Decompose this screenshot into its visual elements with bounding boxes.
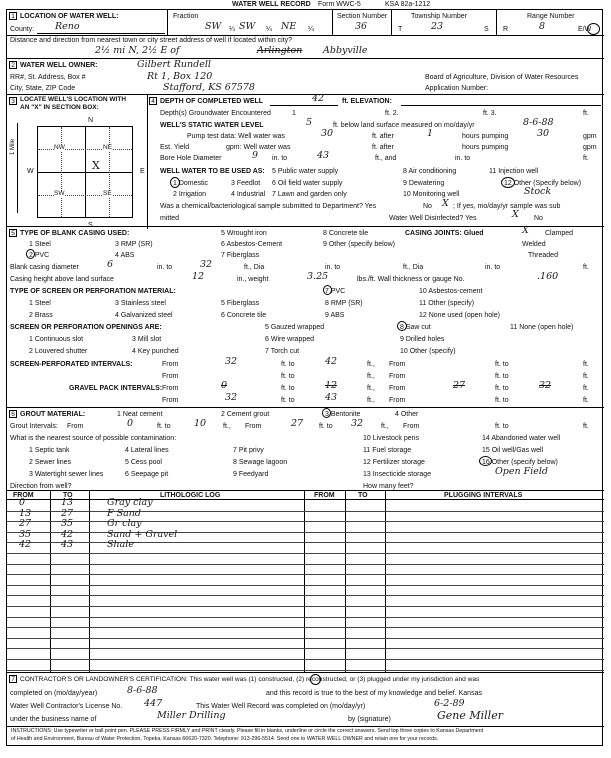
distance-value[interactable]: 2½ mi N, 2½ E of [95,45,180,56]
gw-ft-2: ft. 3. [483,110,497,117]
contam-16-circle [479,456,492,466]
license-value[interactable]: 447 [144,698,163,709]
township-prefix: T [398,26,403,33]
log-rule-line [7,574,604,575]
chem-no: No [423,203,432,210]
screen-9[interactable]: 9 ABS [325,312,345,319]
section-6-number: 6 [9,410,17,418]
log-to-header-2: TO [358,492,368,499]
plugging-header: PLUGGING INTERVALS [444,492,523,499]
section-1-number: 1 [9,12,17,20]
diameter-label: Blank casing diameter [10,264,79,271]
est-hours: hours pumping [462,144,509,151]
perf-from-label-3: From [162,373,179,380]
contam-6[interactable]: 6 Seepage pit [125,471,169,478]
distance-value-2[interactable]: Abbyville [323,45,368,56]
gw-ft-3: ft. [583,110,589,117]
gravel-to-label-3: ft. to [281,397,295,404]
form-title: WATER WELL RECORD [232,1,311,8]
owner-value[interactable]: Gilbert Rundell [137,59,211,70]
direction-label: Direction from well? [10,483,72,490]
contam-8[interactable]: 8 Sewage lagoon [233,459,288,466]
log-row-to[interactable]: 27 [61,507,74,519]
diameter-in: in. to [157,264,173,271]
weight-unit: lbs./ft. Wall thickness or gauge No. [357,276,465,283]
screen-4[interactable]: 4 Galvanized steel [115,312,173,319]
screen-7[interactable]: 7 PVC [325,288,346,295]
city-label: City, State, ZIP Code [10,85,76,92]
license-rest: This Water Well Record was completed on (mo/day/yr) [196,703,366,710]
pump-gpm-unit: gpm [583,133,597,140]
casing-2[interactable]: 2 PVC [29,252,50,259]
height-label: Casing height above land surface [10,276,114,283]
opening-9[interactable]: 9 Drilled holes [400,336,445,343]
contam-13[interactable]: 13 Insecticide storage [363,471,432,478]
log-rule-line [7,564,604,565]
opening-8[interactable]: 8 Saw cut [400,324,431,331]
section-2-number: 2 [9,61,17,69]
opening-5[interactable]: 5 Gauzed wrapped [265,324,325,331]
bore-in-2: in. to [455,155,471,162]
screen-1[interactable]: 1 Steel [29,300,51,307]
use-6[interactable]: 6 Oil field water supply [272,180,343,187]
grout-from-2[interactable]: 27 [291,418,304,429]
north-label: N [88,117,94,124]
welded-label: Welded [522,241,546,248]
casing-7[interactable]: 7 Fiberglass [221,252,260,259]
use-10[interactable]: 10 Monitoring well [403,191,460,198]
casing-9[interactable]: 9 Other (specify below) [323,241,395,248]
use-5[interactable]: 5 Public water supply [272,168,339,175]
opening-7[interactable]: 7 Torch cut [265,348,300,355]
business-value[interactable]: Miller Drilling [157,710,226,721]
perf-ft-label-3: ft., [367,373,375,380]
contam-10[interactable]: 10 Livestock pens [363,435,420,442]
contam-14[interactable]: 14 Abandoned water well [482,435,561,442]
casing-4[interactable]: 4 ABS [115,252,135,259]
log-row-description[interactable]: Sand + Gravel [107,528,178,540]
ksa-reference: KSA 82a-1212 [385,1,431,8]
screen-7-circle [323,285,332,295]
openings-label: SCREEN OR PERFORATION OPENINGS ARE: [10,324,162,331]
joints-label: CASING JOINTS: Glued [405,230,484,237]
mile-label: 1 Mile [10,138,16,155]
grout-from-label-2: From [245,423,262,430]
east-circle [587,23,600,35]
grout-4[interactable]: 4 Other [395,411,419,418]
lith-header: LITHOLOGIC LOG [160,492,221,499]
chem-question: Was a chemical/bacteriological sample submitted to Department? Yes [160,203,377,210]
grout-ft-label-2: ft., [381,423,389,430]
diameter-ft-3: ft. [583,264,589,271]
location-label: LOCATION OF WATER WELL: [20,13,119,20]
disinfected-question: Water Well Disinfected? Yes [389,215,477,222]
section-7-number: 7 [9,675,17,683]
grout-to-label-3: ft. to [495,423,509,430]
perf-to-label-4: ft. to [495,373,509,380]
opening-2[interactable]: 2 Louvered shutter [29,348,88,355]
perf-ft-end: ft. [583,361,589,368]
gravel-from-1b[interactable]: 27 [453,380,466,391]
gravel-ft-label-3: ft., [367,397,375,404]
completed-value[interactable]: 8-6-88 [127,685,158,696]
use-1[interactable]: 1 Domestic [173,180,209,187]
log-row-to[interactable]: 13 [61,497,74,508]
log-row-description[interactable]: Gray clay [107,497,153,508]
log-rule-line [7,553,604,554]
se-label: SE [103,190,112,197]
weight-value[interactable]: 3.25 [307,271,329,282]
log-rule-line [7,532,604,533]
log-row-to[interactable]: 35 [61,518,74,530]
gravel-ft-label: ft., [367,385,375,392]
owner-label: WATER WELL OWNER: [20,62,98,69]
casing-8[interactable]: 8 Concrete tile [323,230,369,237]
grout-to-label: ft. to [157,423,171,430]
fraction-label: Fraction [173,13,199,20]
quarter-sep-1: ¼ [229,26,235,33]
height-value[interactable]: 12 [192,271,205,282]
quarter-1-value[interactable]: SW [205,21,222,32]
gravel-to-label-4: ft. to [495,397,509,404]
screen-8[interactable]: 8 RMP (SR) [325,300,363,307]
screen-3[interactable]: 3 Stainless steel [115,300,166,307]
joints-x[interactable]: X [522,225,529,236]
grout-label: GROUT MATERIAL: [20,411,86,418]
log-rule-line [7,617,604,618]
log-rule-line [7,511,604,512]
use-2[interactable]: 2 Irrigation [173,191,207,198]
log-rule-line [7,542,604,543]
section-box[interactable] [37,126,133,218]
completed-label: completed on (mo/day/year) [10,690,98,697]
log-rule-line [7,595,604,596]
range-label: Range Number [527,13,575,20]
grout-ft-label: ft., [223,423,231,430]
use-other-value[interactable]: Stock [524,186,552,197]
grout-from-1[interactable]: 0 [127,418,134,429]
log-rule-line [7,648,604,649]
county-label: County: [10,26,35,33]
casing-1[interactable]: 1 Steel [29,241,51,248]
diameter-ft-2: ft., Dia [403,264,424,271]
casing-type-label: TYPE OF BLANK CASING USED: [20,230,130,237]
log-rule-line [7,585,604,586]
opening-3[interactable]: 3 Mill slot [132,336,162,343]
gravel-to-label-2: ft. to [495,385,509,392]
use-3[interactable]: 3 Feedlot [231,180,261,187]
static-text: ft. below land surface measured on mo/day/yr [333,122,475,129]
log-row-from[interactable]: 35 [19,528,32,540]
grout-from-label-3: From [403,423,420,430]
static-value[interactable]: 5 [306,117,313,128]
perf-from-label-2: From [389,361,406,368]
gravel-from-1[interactable]: 0 [221,380,228,391]
constructed-circle [310,674,321,685]
gravel-from-label-2: From [389,385,406,392]
perf-to-label-3: ft. to [281,373,295,380]
pump-gpm[interactable]: 30 [537,128,550,139]
log-row-from[interactable]: 42 [19,539,32,551]
opening-10[interactable]: 10 Other (specify) [400,348,456,355]
contam-3[interactable]: 3 Watertight sewer lines [29,471,104,478]
diameter-in-3: in. to [485,264,501,271]
township-value[interactable]: 23 [431,21,444,32]
log-rule-line [7,659,604,660]
contam-15[interactable]: 15 Oil well/Gas well [482,447,544,454]
depth-value[interactable]: 42 [312,93,325,104]
est-after: ft. after [372,144,394,151]
log-row-from[interactable]: 13 [19,507,32,519]
pump-label: Pump test data: Well water was [187,133,285,140]
use-7[interactable]: 7 Lawn and garden only [272,191,347,198]
sw-label: SW [54,190,65,197]
casing-2-circle [26,249,35,259]
signature-value[interactable]: Gene Miller [437,709,503,722]
log-rule-line [7,627,604,628]
contam-12[interactable]: 12 Fertilizer storage [363,459,425,466]
county-value[interactable]: Reno [55,21,80,32]
grout-intervals-label: Grout Intervals: [10,423,58,430]
instructions-line-1: INSTRUCTIONS: Use typewriter or ball point pen. PLEASE PRESS FIRMLY and PRINT clearly. Please fill in blanks, underline or circle the correct answers. Send top three copies to Kansas Department [11,728,484,734]
log-from-header: FROM [13,492,34,499]
range-suffix: E/W [578,26,592,33]
est-yield-label: Est. Yield [160,144,190,151]
quarter-sep-2: ¼ [266,26,272,33]
bore-label: Bore Hole Diameter [160,155,222,162]
water-well-record-form [6,9,603,746]
perf-from-value[interactable]: 32 [225,356,238,367]
distance-struck: Arlington [257,45,303,56]
perf-from-label-4: From [389,373,406,380]
log-rule-line [7,606,604,607]
location-x-mark: X [92,159,100,172]
perf-ft-end-4: ft. [583,373,589,380]
gw-label: Depth(s) Groundwater Encountered [160,110,271,117]
certification-line: CONTRACTOR'S OR LANDOWNER'S CERTIFICATION: This water well was (1) constructed, (2) reconstructed, or (3) plugged under my jurisdiction and was [20,676,480,683]
gravel-to-1[interactable]: 12 [325,380,338,391]
contam-16[interactable]: 16 Other (specify below) [482,459,558,466]
disinfected-x[interactable]: X [512,209,519,220]
height-in: in., weight [237,276,269,283]
contam-7[interactable]: 7 Pit privy [233,447,264,454]
depth-label: DEPTH OF COMPLETED WELL [160,98,264,105]
screen-10[interactable]: 10 Asbestos-cement [419,288,483,295]
contam-9[interactable]: 9 Feedyard [233,471,269,478]
how-many-feet-label: How many feet? [363,483,414,490]
grout-to-label-2: ft. to [319,423,333,430]
use-12[interactable]: 12 Other (Specify below) [504,180,582,187]
gravel-from-label: From [162,385,179,392]
section-3-number: 3 [9,97,17,105]
static-date[interactable]: 8-6-88 [523,117,554,128]
log-row-from[interactable]: 0 [19,497,26,508]
use-1-circle [170,177,180,188]
record-date[interactable]: 6-2-89 [434,698,465,709]
grout-2[interactable]: 2 Cement grout [221,411,270,418]
city-value[interactable]: Stafford, KS 67578 [163,82,255,93]
screen-2[interactable]: 2 Brass [29,312,53,319]
ne-label: NE [103,144,113,151]
screen-12[interactable]: 12 None used (open hole) [419,312,500,319]
contam-5[interactable]: 5 Cess pool [125,459,162,466]
township-suffix: S [484,26,489,33]
grout-to-1[interactable]: 10 [194,418,207,429]
log-row-to[interactable]: 43 [61,539,74,551]
perf-from-label: From [162,361,179,368]
chem-x[interactable]: X [442,198,449,209]
completed-rest: and this record is true to the best of my knowledge and belief. Kansas [266,690,482,697]
grout-to-2[interactable]: 32 [351,418,364,429]
instructions-line-2: of Health and Environment, Bureau of Water Protection, Topeka, Kansas 66620-7320. Telephone: 913-296-5514. Send one to WATER WELL OWNER and retain one for your records. [11,736,439,742]
log-row-description[interactable]: Gr clay [107,518,142,530]
grout-ft-end: ft. [583,423,589,430]
use-4[interactable]: 4 Industrial [231,191,266,198]
board-label: Board of Agriculture, Division of Water Resources [425,74,579,81]
chem-if: ; If yes, mo/day/yr sample was sub [453,203,561,210]
pump-after: ft. after [372,133,394,140]
gravel-to-label: ft. to [281,385,295,392]
form-number: Form WWC-5 [318,1,361,8]
bore-to[interactable]: 43 [317,150,330,161]
gravel-from-label-3: From [162,397,179,404]
gravel-ft-end-4: ft. [583,397,589,404]
distance-label: Distance and direction from nearest town or city street address of well if located within city? [10,37,293,44]
contamination-label: What is the nearest source of possible contamination: [10,435,177,442]
opening-8-circle [397,321,407,331]
pump-hours-label: hours pumping [462,133,509,140]
log-row-to[interactable]: 42 [61,528,74,540]
section-number-value[interactable]: 36 [355,21,368,32]
perf-to-value[interactable]: 42 [325,356,338,367]
log-rule-line [7,638,604,639]
section-5-number: 5 [9,229,17,237]
opening-11[interactable]: 11 None (open hole) [510,324,574,331]
gravel-ft-end: ft. [583,385,589,392]
gravel-to-2[interactable]: 43 [325,392,338,403]
gauge-value[interactable]: .160 [537,271,559,282]
log-to-header: TO [63,492,73,499]
gravel-to-1b[interactable]: 32 [539,380,552,391]
west-label: W [27,168,34,175]
rr-value[interactable]: Rt 1, Box 120 [147,71,213,82]
grout-from-label: From [67,423,84,430]
bore-in: in. to [272,155,288,162]
screen-material-label: TYPE OF SCREEN OR PERFORATION MATERIAL: [10,288,176,295]
opening-4[interactable]: 4 Key punched [132,348,179,355]
casing-5[interactable]: 5 Wrought iron [221,230,267,237]
quarter-3-value[interactable]: NE [281,21,297,32]
opening-1[interactable]: 1 Continuous slot [29,336,84,343]
use-label: WELL WATER TO BE USED AS: [160,168,265,175]
gravel-from-2[interactable]: 32 [225,392,238,403]
nw-label: NW [54,144,65,151]
use-9[interactable]: 9 Dewatering [403,180,445,187]
disinfected-no: No [534,215,543,222]
opening-6[interactable]: 6 Wire wrapped [265,336,315,343]
grout-3-circle [322,408,331,418]
grout-1[interactable]: 1 Neat cement [117,411,163,418]
rr-label: RR#, St. Address, Box # [10,74,86,81]
contam-other-value[interactable]: Open Field [495,466,549,477]
locate-label-2: AN "X" IN SECTION BOX: [20,104,99,111]
static-label: WELL'S STATIC WATER LEVEL [160,122,264,129]
grout-3[interactable]: 3 Bentonite [325,411,361,418]
pump-hours[interactable]: 1 [427,128,434,139]
use-12-circle [501,177,515,188]
threaded-label: Threaded [528,252,558,259]
bore-ft: ft., and [375,155,397,162]
screen-5[interactable]: 5 Fiberglass [221,300,260,307]
township-label: Township Number [411,13,468,20]
log-rule-line [7,521,604,522]
business-label: under the business name of [10,716,97,723]
log-row-description[interactable]: Shale [107,539,134,551]
use-8[interactable]: 8 Air conditioning [403,168,457,175]
perf-to-label-2: ft. to [495,361,509,368]
diameter-value[interactable]: 6 [107,259,114,270]
contam-4[interactable]: 4 Lateral lines [125,447,169,454]
section-4-number: 4 [149,97,157,105]
perforated-label: SCREEN-PERFORATED INTERVALS: [10,361,133,368]
range-value[interactable]: 8 [539,21,546,32]
contam-1[interactable]: 1 Septic tank [29,447,70,454]
log-row-description[interactable]: F Sand [107,507,141,519]
casing-3[interactable]: 3 RMP (SR) [115,241,153,248]
signature-label: by (signature) [348,716,391,723]
diameter-in-2: in. to [325,264,341,271]
diameter-to[interactable]: 32 [200,259,213,270]
est-gpm-label: gpm: Well water was [226,144,291,151]
south-label: S [88,222,93,229]
chem-mitted: mitted [160,215,180,222]
screen-6[interactable]: 6 Concrete tile [221,312,267,319]
pump-value[interactable]: 30 [321,128,334,139]
license-label: Water Well Contractor's License No. [10,703,123,710]
quarter-2-value[interactable]: SW [239,21,256,32]
clamped-label: Clamped [545,230,574,237]
log-row-from[interactable]: 27 [19,518,32,530]
east-label: E [140,168,145,175]
diameter-ft: ft., Dia [244,264,265,271]
casing-6[interactable]: 6 Asbestos-Cement [221,241,283,248]
application-label: Application Number: [425,85,489,92]
perf-to-label: ft. to [281,361,295,368]
contam-2[interactable]: 2 Sewer lines [29,459,72,466]
log-rule-line [7,670,604,671]
bore-ft-2: ft. [583,155,589,162]
gw-ft-1: ft. 2. [385,110,399,117]
perf-ft-label: ft., [367,361,375,368]
est-gpm-unit: gpm [583,144,597,151]
section-number-label: Section Number [337,13,388,20]
bore-value[interactable]: 9 [252,150,259,161]
gravel-label: GRAVEL PACK INTERVALS: [69,385,163,392]
contam-11[interactable]: 11 Fuel storage [363,447,412,454]
log-from-header-2: FROM [314,492,335,499]
range-prefix: R [503,26,509,33]
gravel-from-label-4: From [389,397,406,404]
screen-11[interactable]: 11 Other (specify) [419,300,475,307]
gw-1: 1 [292,110,296,117]
quarter-sep-3: ¼ [308,26,314,33]
locate-label-1: LOCATE WELL'S LOCATION WITH [20,96,127,103]
depth-unit: ft. ELEVATION: [342,98,392,105]
use-11[interactable]: 11 Injection well [489,168,539,175]
